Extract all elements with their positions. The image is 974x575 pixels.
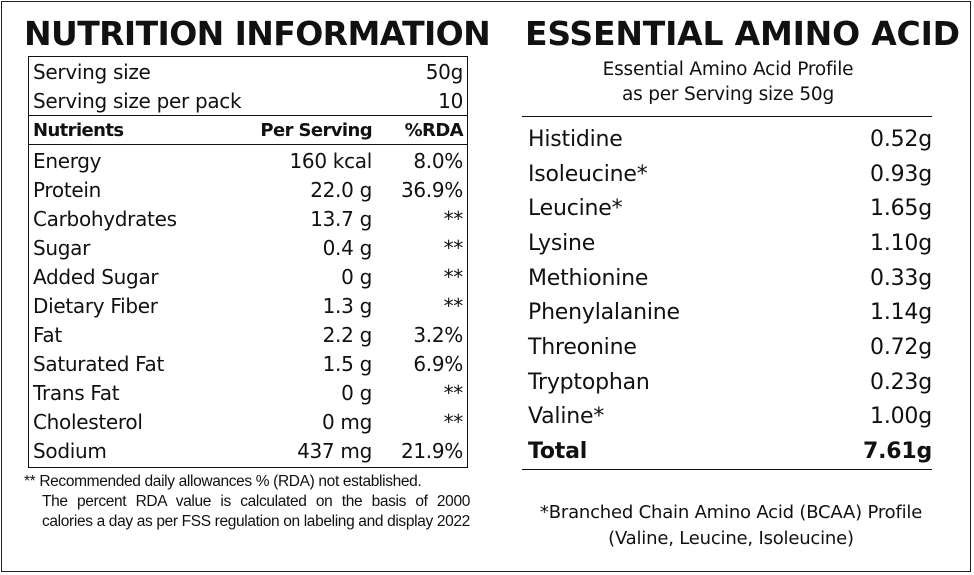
- nutrient-row: [33, 320, 463, 349]
- nutrient-row: [33, 291, 463, 320]
- amino-profile-caption: [522, 57, 934, 107]
- nutrient-name: Sodium: [33, 438, 107, 463]
- nutrient-per-serving: 160 kcal: [289, 148, 372, 173]
- amino-panel: [522, 12, 960, 552]
- amino-total-value: 7.61g: [862, 439, 932, 465]
- nutrient-per-serving: 13.7 g: [310, 206, 372, 231]
- nutrient-row: [33, 233, 463, 262]
- amino-name: Methionine: [528, 265, 649, 291]
- amino-value: 0.93g: [870, 161, 932, 187]
- amino-row: [528, 261, 932, 296]
- amino-name: Histidine: [528, 126, 623, 152]
- serving-value: 50g: [425, 59, 463, 84]
- serving-label: Serving size per pack: [33, 88, 242, 113]
- nutrient-rda: **: [443, 409, 463, 434]
- profile-line-2: as per Serving size 50g: [621, 84, 835, 105]
- amino-name: Threonine: [528, 334, 637, 360]
- nutrient-name: Carbohydrates: [33, 206, 177, 231]
- amino-row: [528, 365, 932, 400]
- bcaa-line-1: *Branched Chain Amino Acid (BCAA) Profile: [539, 501, 923, 523]
- nutrition-rows: [33, 145, 463, 467]
- amino-name: Valine*: [528, 404, 605, 430]
- nutrition-panel: [24, 12, 491, 532]
- nutrient-rda: 6.9%: [413, 351, 463, 376]
- nutrient-row: [33, 262, 463, 291]
- amino-value: 0.23g: [870, 369, 932, 395]
- nutrient-per-serving: 437 mg: [297, 438, 372, 463]
- nutrient-row: [33, 378, 463, 407]
- nutrient-rda: **: [443, 206, 463, 231]
- bcaa-note: [516, 500, 946, 552]
- nutrient-per-serving: 0 g: [341, 264, 372, 289]
- amino-value: 1.14g: [870, 300, 932, 326]
- amino-value: 1.10g: [870, 230, 932, 256]
- nutrient-per-serving: 22.0 g: [310, 177, 372, 202]
- amino-name: Phenylalanine: [528, 300, 680, 326]
- header-per-serving: Per Serving: [260, 119, 372, 141]
- amino-value: 0.52g: [870, 126, 932, 152]
- amino-row: [528, 295, 932, 330]
- serving-row: [33, 57, 463, 86]
- nutrient-name: Sugar: [33, 235, 91, 260]
- nutrient-rda: 3.2%: [413, 322, 463, 347]
- nutrient-name: Energy: [33, 148, 102, 173]
- nutrient-row: [33, 146, 463, 175]
- amino-value: 1.00g: [870, 404, 932, 430]
- nutrient-per-serving: 2.2 g: [322, 322, 372, 347]
- serving-rows: [33, 57, 463, 115]
- amino-total-label: Total: [528, 439, 588, 465]
- nutrient-name: Fat: [33, 322, 62, 347]
- nutrient-name: Saturated Fat: [33, 351, 165, 376]
- nutrient-row: [33, 407, 463, 436]
- serving-row: [33, 86, 463, 115]
- nutrient-rda: **: [443, 235, 463, 260]
- nutrient-per-serving: 0 mg: [321, 409, 372, 434]
- nutrition-table: [28, 56, 468, 468]
- nutrient-per-serving: 0.4 g: [322, 235, 372, 260]
- bcaa-line-2: (Valine, Leucine, Isoleucine): [608, 527, 854, 549]
- amino-row: [528, 400, 932, 435]
- nutrient-name: Trans Fat: [33, 380, 120, 405]
- amino-row: [528, 226, 932, 261]
- amino-divider-bottom: [522, 469, 932, 470]
- nutrient-per-serving: 1.5 g: [322, 351, 372, 376]
- nutrition-header-row: [33, 116, 463, 144]
- amino-divider-top: [522, 116, 932, 117]
- serving-label: Serving size: [33, 59, 151, 84]
- amino-value: 0.33g: [870, 265, 932, 291]
- amino-name: Lysine: [528, 230, 596, 256]
- nutrient-per-serving: 0 g: [341, 380, 372, 405]
- nutrient-rda: 8.0%: [413, 148, 463, 173]
- nutrient-rda: **: [443, 293, 463, 318]
- nutrition-title: NUTRITION INFORMATION: [24, 14, 491, 53]
- rda-footnote: [24, 472, 470, 532]
- footnote-rest: The percent RDA value is calculated on the basis of 2000 calories a day as per FSS regulation on labeling and display 2022: [42, 493, 470, 530]
- serving-value: 10: [438, 88, 463, 113]
- nutrient-row: [33, 204, 463, 233]
- nutrient-name: Cholesterol: [33, 409, 143, 434]
- footnote-line-1: ** Recommended daily allowances % (RDA) not established.: [24, 473, 422, 490]
- nutrient-name: Dietary Fiber: [33, 293, 158, 318]
- nutrient-row: [33, 349, 463, 378]
- amino-row: [528, 191, 932, 226]
- nutrient-rda: **: [443, 264, 463, 289]
- nutrient-per-serving: 1.3 g: [322, 293, 372, 318]
- amino-value: 1.65g: [870, 196, 932, 222]
- nutrient-row: [33, 175, 463, 204]
- amino-table: [522, 122, 932, 469]
- nutrient-name: Added Sugar: [33, 264, 159, 289]
- amino-name: Tryptophan: [528, 369, 650, 395]
- amino-row: [528, 122, 932, 157]
- amino-row: [528, 330, 932, 365]
- amino-row: [528, 157, 932, 192]
- header-rda: %RDA: [404, 119, 463, 141]
- header-nutrients: Nutrients: [33, 119, 124, 141]
- amino-name: Isoleucine*: [528, 161, 648, 187]
- amino-total-row: [528, 434, 932, 469]
- nutrient-rda: 21.9%: [400, 438, 463, 463]
- nutrient-name: Protein: [33, 177, 102, 202]
- amino-value: 0.72g: [870, 334, 932, 360]
- profile-line-1: Essential Amino Acid Profile: [602, 59, 854, 80]
- nutrient-row: [33, 436, 463, 465]
- nutrient-rda: 36.9%: [400, 177, 463, 202]
- amino-title: ESSENTIAL AMINO ACID: [525, 14, 960, 53]
- nutrient-rda: **: [443, 380, 463, 405]
- amino-name: Leucine*: [528, 196, 623, 222]
